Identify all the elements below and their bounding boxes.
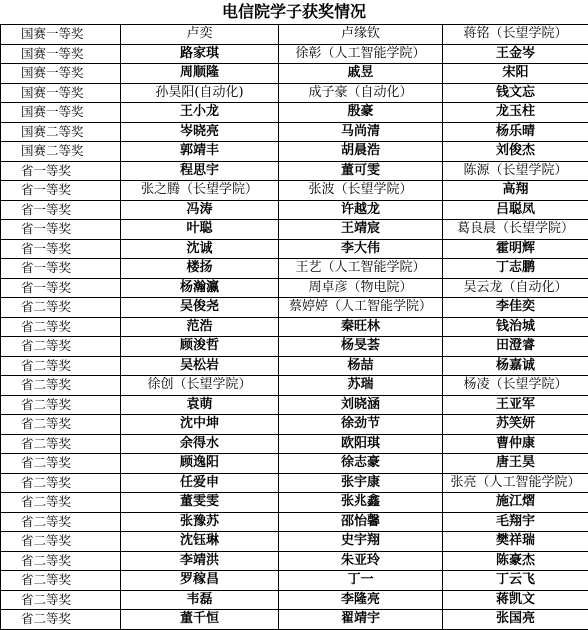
student-name-cell: 刘晓涵 bbox=[279, 395, 443, 415]
award-table bbox=[0, 24, 588, 630]
student-name-cell: 陈源（长望学院） bbox=[443, 161, 588, 181]
student-name-cell: 李隆亮 bbox=[279, 590, 443, 610]
student-name-cell: 王靖宸 bbox=[279, 220, 443, 240]
student-name-cell: 马尚清 bbox=[279, 122, 443, 142]
student-name-cell: 孙昊阳(自动化) bbox=[121, 83, 279, 103]
award-level-cell: 省一等奖 bbox=[1, 200, 121, 220]
page-title: 电信院学子获奖情况 bbox=[0, 0, 588, 24]
student-name-cell: 史宇翔 bbox=[279, 532, 443, 552]
student-name-cell: 顾逸阳 bbox=[121, 454, 279, 474]
table-row bbox=[1, 278, 588, 298]
student-name-cell: 苏笑妍 bbox=[443, 415, 588, 435]
award-level-cell: 省二等奖 bbox=[1, 590, 121, 610]
award-table-body bbox=[1, 25, 588, 630]
student-name-cell: 钱治城 bbox=[443, 317, 588, 337]
student-name-cell: 丁一 bbox=[279, 571, 443, 591]
award-level-cell: 国赛二等奖 bbox=[1, 122, 121, 142]
award-level-cell: 省二等奖 bbox=[1, 512, 121, 532]
table-row bbox=[1, 220, 588, 240]
student-name-cell: 戚昱 bbox=[279, 64, 443, 84]
student-name-cell: 刘俊杰 bbox=[443, 142, 588, 162]
award-level-cell: 省一等奖 bbox=[1, 278, 121, 298]
student-name-cell: 许越龙 bbox=[279, 200, 443, 220]
student-name-cell: 王亚军 bbox=[443, 395, 588, 415]
table-row bbox=[1, 298, 588, 318]
table-row bbox=[1, 337, 588, 357]
table-row bbox=[1, 415, 588, 435]
table-row bbox=[1, 376, 588, 396]
student-name-cell: 龙玉柱 bbox=[443, 103, 588, 123]
table-row bbox=[1, 512, 588, 532]
award-level-cell: 国赛一等奖 bbox=[1, 44, 121, 64]
student-name-cell: 杨旻荟 bbox=[279, 337, 443, 357]
award-level-cell: 省二等奖 bbox=[1, 493, 121, 513]
student-name-cell: 李靖洪 bbox=[121, 551, 279, 571]
student-name-cell: 张国亮 bbox=[443, 610, 588, 630]
table-row bbox=[1, 317, 588, 337]
student-name-cell: 朱亚玲 bbox=[279, 551, 443, 571]
student-name-cell: 郭靖丰 bbox=[121, 142, 279, 162]
student-name-cell: 周顺隆 bbox=[121, 64, 279, 84]
award-level-cell: 省二等奖 bbox=[1, 610, 121, 630]
student-name-cell: 成子豪（自动化） bbox=[279, 83, 443, 103]
table-row bbox=[1, 181, 588, 201]
student-name-cell: 任爱申 bbox=[121, 473, 279, 493]
student-name-cell: 叶聪 bbox=[121, 220, 279, 240]
table-row bbox=[1, 64, 588, 84]
student-name-cell: 张亮（人工智能学院） bbox=[443, 473, 588, 493]
student-name-cell: 秦旺林 bbox=[279, 317, 443, 337]
table-row bbox=[1, 200, 588, 220]
table-row bbox=[1, 103, 588, 123]
table-row bbox=[1, 142, 588, 162]
student-name-cell: 路家琪 bbox=[121, 44, 279, 64]
award-level-cell: 国赛一等奖 bbox=[1, 64, 121, 84]
student-name-cell: 张之腾（长望学院） bbox=[121, 181, 279, 201]
student-name-cell: 杨凌（长望学院） bbox=[443, 376, 588, 396]
table-row bbox=[1, 161, 588, 181]
student-name-cell: 张兆鑫 bbox=[279, 493, 443, 513]
student-name-cell: 高翔 bbox=[443, 181, 588, 201]
award-level-cell: 省二等奖 bbox=[1, 473, 121, 493]
student-name-cell: 董雯雯 bbox=[121, 493, 279, 513]
student-name-cell: 韦磊 bbox=[121, 590, 279, 610]
student-name-cell: 王艺（人工智能学院） bbox=[279, 259, 443, 279]
table-row bbox=[1, 44, 588, 64]
award-level-cell: 省二等奖 bbox=[1, 571, 121, 591]
student-name-cell: 吕聪凤 bbox=[443, 200, 588, 220]
award-level-cell: 省一等奖 bbox=[1, 181, 121, 201]
table-row bbox=[1, 356, 588, 376]
table-row bbox=[1, 434, 588, 454]
award-level-cell: 省二等奖 bbox=[1, 356, 121, 376]
student-name-cell: 杨乐晴 bbox=[443, 122, 588, 142]
student-name-cell: 王小龙 bbox=[121, 103, 279, 123]
table-row bbox=[1, 571, 588, 591]
award-level-cell: 省二等奖 bbox=[1, 532, 121, 552]
student-name-cell: 唐王昊 bbox=[443, 454, 588, 474]
student-name-cell: 沈钰琳 bbox=[121, 532, 279, 552]
student-name-cell: 徐彰（人工智能学院） bbox=[279, 44, 443, 64]
table-row bbox=[1, 493, 588, 513]
student-name-cell: 张宇康 bbox=[279, 473, 443, 493]
student-name-cell: 徐劲节 bbox=[279, 415, 443, 435]
student-name-cell: 徐创（长望学院） bbox=[121, 376, 279, 396]
student-name-cell: 葛良晨（长望学院） bbox=[443, 220, 588, 240]
award-level-cell: 省一等奖 bbox=[1, 220, 121, 240]
award-level-cell: 省二等奖 bbox=[1, 454, 121, 474]
table-row bbox=[1, 551, 588, 571]
award-level-cell: 国赛一等奖 bbox=[1, 25, 121, 45]
table-row bbox=[1, 395, 588, 415]
student-name-cell: 丁志鹏 bbox=[443, 259, 588, 279]
table-row bbox=[1, 610, 588, 630]
student-name-cell: 欧阳琪 bbox=[279, 434, 443, 454]
table-row bbox=[1, 590, 588, 610]
student-name-cell: 杨喆 bbox=[279, 356, 443, 376]
student-name-cell: 蒋铭（长望学院） bbox=[443, 25, 588, 45]
student-name-cell: 蒋凯文 bbox=[443, 590, 588, 610]
award-level-cell: 省一等奖 bbox=[1, 239, 121, 259]
student-name-cell: 王金岑 bbox=[443, 44, 588, 64]
student-name-cell: 周卓彦（物电院） bbox=[279, 278, 443, 298]
table-row bbox=[1, 473, 588, 493]
student-name-cell: 曹仲康 bbox=[443, 434, 588, 454]
student-name-cell: 毛翔宇 bbox=[443, 512, 588, 532]
student-name-cell: 樊祥瑞 bbox=[443, 532, 588, 552]
table-row bbox=[1, 122, 588, 142]
award-level-cell: 省一等奖 bbox=[1, 259, 121, 279]
award-level-cell: 国赛一等奖 bbox=[1, 83, 121, 103]
student-name-cell: 宋阳 bbox=[443, 64, 588, 84]
award-level-cell: 省二等奖 bbox=[1, 298, 121, 318]
student-name-cell: 卢缘钦 bbox=[279, 25, 443, 45]
student-name-cell: 施江熠 bbox=[443, 493, 588, 513]
student-name-cell: 冯涛 bbox=[121, 200, 279, 220]
student-name-cell: 楼扬 bbox=[121, 259, 279, 279]
table-row bbox=[1, 259, 588, 279]
student-name-cell: 张豫苏 bbox=[121, 512, 279, 532]
student-name-cell: 袁萌 bbox=[121, 395, 279, 415]
award-level-cell: 省一等奖 bbox=[1, 161, 121, 181]
student-name-cell: 钱文忘 bbox=[443, 83, 588, 103]
student-name-cell: 吴松岩 bbox=[121, 356, 279, 376]
student-name-cell: 陈豪杰 bbox=[443, 551, 588, 571]
student-name-cell: 董千恒 bbox=[121, 610, 279, 630]
student-name-cell: 余得水 bbox=[121, 434, 279, 454]
student-name-cell: 李大伟 bbox=[279, 239, 443, 259]
student-name-cell: 丁云飞 bbox=[443, 571, 588, 591]
student-name-cell: 张波（长望学院） bbox=[279, 181, 443, 201]
student-name-cell: 徐志豪 bbox=[279, 454, 443, 474]
award-level-cell: 省二等奖 bbox=[1, 551, 121, 571]
student-name-cell: 李佳奕 bbox=[443, 298, 588, 318]
award-level-cell: 省二等奖 bbox=[1, 337, 121, 357]
student-name-cell: 董可雯 bbox=[279, 161, 443, 181]
table-row bbox=[1, 454, 588, 474]
student-name-cell: 顾浚哲 bbox=[121, 337, 279, 357]
student-name-cell: 岑晓亮 bbox=[121, 122, 279, 142]
student-name-cell: 卢奕 bbox=[121, 25, 279, 45]
award-level-cell: 省二等奖 bbox=[1, 434, 121, 454]
student-name-cell: 翟靖宇 bbox=[279, 610, 443, 630]
student-name-cell: 苏瑞 bbox=[279, 376, 443, 396]
student-name-cell: 殷豪 bbox=[279, 103, 443, 123]
award-level-cell: 省二等奖 bbox=[1, 376, 121, 396]
student-name-cell: 沈诚 bbox=[121, 239, 279, 259]
student-name-cell: 邵怡馨 bbox=[279, 512, 443, 532]
student-name-cell: 罗稼昌 bbox=[121, 571, 279, 591]
student-name-cell: 范浩 bbox=[121, 317, 279, 337]
award-level-cell: 国赛一等奖 bbox=[1, 103, 121, 123]
student-name-cell: 杨瀚瀛 bbox=[121, 278, 279, 298]
student-name-cell: 蔡婷婷（人工智能学院） bbox=[279, 298, 443, 318]
student-name-cell: 沈中坤 bbox=[121, 415, 279, 435]
award-level-cell: 省二等奖 bbox=[1, 415, 121, 435]
student-name-cell: 杨嘉诚 bbox=[443, 356, 588, 376]
table-row bbox=[1, 239, 588, 259]
award-level-cell: 省二等奖 bbox=[1, 395, 121, 415]
student-name-cell: 田澄睿 bbox=[443, 337, 588, 357]
student-name-cell: 霍明辉 bbox=[443, 239, 588, 259]
table-row bbox=[1, 532, 588, 552]
table-row bbox=[1, 25, 588, 45]
student-name-cell: 程思宇 bbox=[121, 161, 279, 181]
student-name-cell: 吴云龙（自动化） bbox=[443, 278, 588, 298]
award-level-cell: 省二等奖 bbox=[1, 317, 121, 337]
award-level-cell: 国赛二等奖 bbox=[1, 142, 121, 162]
table-row bbox=[1, 83, 588, 103]
student-name-cell: 胡晨浩 bbox=[279, 142, 443, 162]
student-name-cell: 吴俊尧 bbox=[121, 298, 279, 318]
